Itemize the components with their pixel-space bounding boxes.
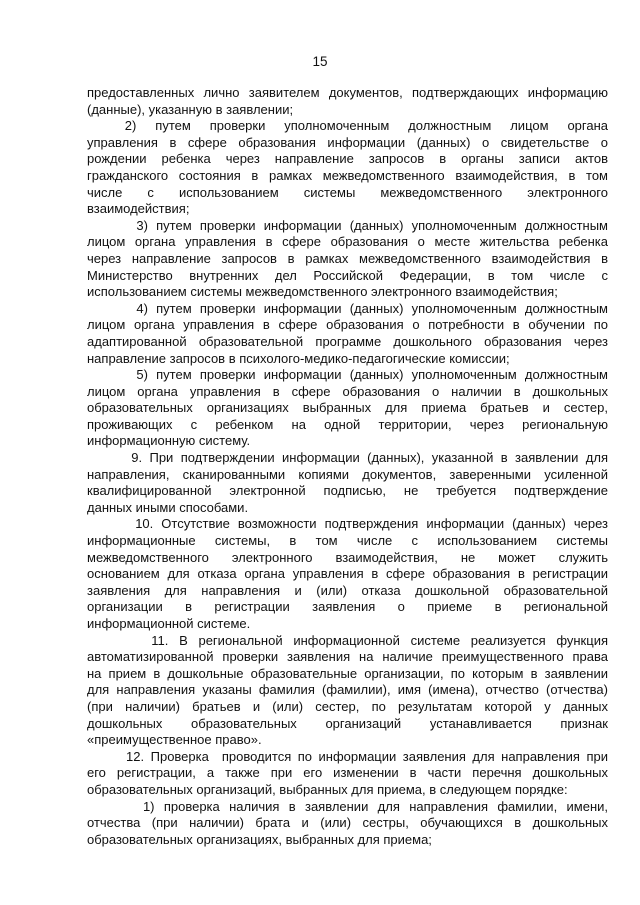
text-line: образовательных организаций, выбранных для приема, в следующем порядке: [87, 781, 568, 797]
text-line: гражданского состояния в рамках межведомственного взаимодействия, в том [87, 167, 608, 183]
text-line: для направления указаны фамилия (фамилии), имя (имена), отчество (отчества) [87, 682, 608, 698]
text-line: информационные системы, в том числе с использованием системы [87, 533, 608, 549]
text-line: 12. Проверка проводится по информации заявления для направления при [87, 748, 608, 764]
text-line: Министерство внутренних дел Российской Федерации, в том числе с [87, 267, 608, 283]
text-line: 3) путем проверки информации (данных) уполномоченным должностным [87, 217, 608, 233]
text-line: образовательных организациях выбранных для приема братьев и сестер, [87, 400, 608, 416]
document-body [87, 85, 608, 848]
text-line: информационной системе. [87, 616, 251, 631]
text-line: рождении ребенка через направление запросов в органы записи актов [87, 151, 608, 167]
text-line: его регистрации, а также при его изменении в части перечня дошкольных [87, 765, 608, 781]
text-line: направления, сканированными копиями документов, заверенными усиленной [87, 466, 608, 482]
text-line: «преимущественное право». [87, 732, 262, 748]
text-line: автоматизированной проверки заявления на наличие преимущественного права [87, 649, 608, 665]
text-line: на прием в дошкольные образовательные организации, по которым в заявлении [87, 665, 608, 681]
text-line: образовательных организациях, выбранных для приема; [87, 831, 432, 847]
text-line: организации в регистрации заявления о приеме в региональной [87, 599, 608, 615]
text-line: 1) проверка наличия в заявлении для направления фамилии, имени, [87, 798, 608, 814]
text-line: информационную систему. [87, 433, 251, 449]
text-line: лицом органа управления в сфере образования о месте жительства ребенка [87, 234, 608, 250]
text-line: через направление запросов в рамках межведомственного взаимодействия в [87, 250, 608, 266]
text-line: квалифицированной электронной подписью, не требуется подтверждение [87, 483, 608, 499]
text-line: межведомственного электронного взаимодействия, не может служить [87, 549, 608, 565]
text-line: взаимодействия; [87, 201, 190, 217]
text-line: (данные), указанную в заявлении; [87, 101, 294, 117]
text-line: данных иными способами. [87, 499, 249, 515]
text-line: лицом органа управления в сфере образования о наличии в дошкольных [87, 383, 608, 399]
text-line: 10. Отсутствие возможности подтверждения информации (данных) через [87, 516, 608, 532]
text-line: использованием системы межведомственного электронного взаимодействия; [87, 284, 558, 300]
text-line: 4) путем проверки информации (данных) уполномоченным должностным [87, 300, 608, 316]
text-line: дошкольных образовательных организаций устанавливается признак [87, 715, 608, 731]
text-line: проживающих с ребенком на одной территории, через региональную [87, 416, 608, 432]
text-line: предоставленных лично заявителем документов, подтверждающих информацию [87, 85, 608, 100]
text-line: 5) путем проверки информации (данных) уполномоченным должностным [87, 367, 608, 383]
text-line: числе с использованием системы межведомственного электронного [87, 184, 608, 200]
text-line: лицом органа управления в сфере образования о потребности в обучении по [87, 317, 608, 333]
text-line: основанием для отказа органа управления в сфере образования в регистрации [87, 566, 608, 582]
text-line: адаптированной образовательной программе дошкольного образования через [87, 333, 608, 349]
text-line: 9. При подтверждении информации (данных), указанной в заявлении для [87, 450, 608, 466]
text-line: 2) путем проверки уполномоченным должностным лицом органа [87, 118, 608, 134]
page-number: 15 [312, 54, 328, 69]
text-line: 11. В региональной информационной системе реализуется функция [87, 632, 608, 648]
text-line: отчества (при наличии) брата и (или) сестры, обучающихся в дошкольных [87, 815, 608, 831]
text-line: управления в сфере образования информации (данных) о свидетельстве о [87, 134, 608, 150]
text-line: направление запросов в психолого-медико-педагогические комиссии; [87, 350, 510, 366]
text-line: заявления для направления и (или) отказа дошкольной образовательной [87, 582, 608, 598]
text-line: (при наличии) братьев и (или) сестер, по результатам которой у данных [87, 698, 608, 714]
